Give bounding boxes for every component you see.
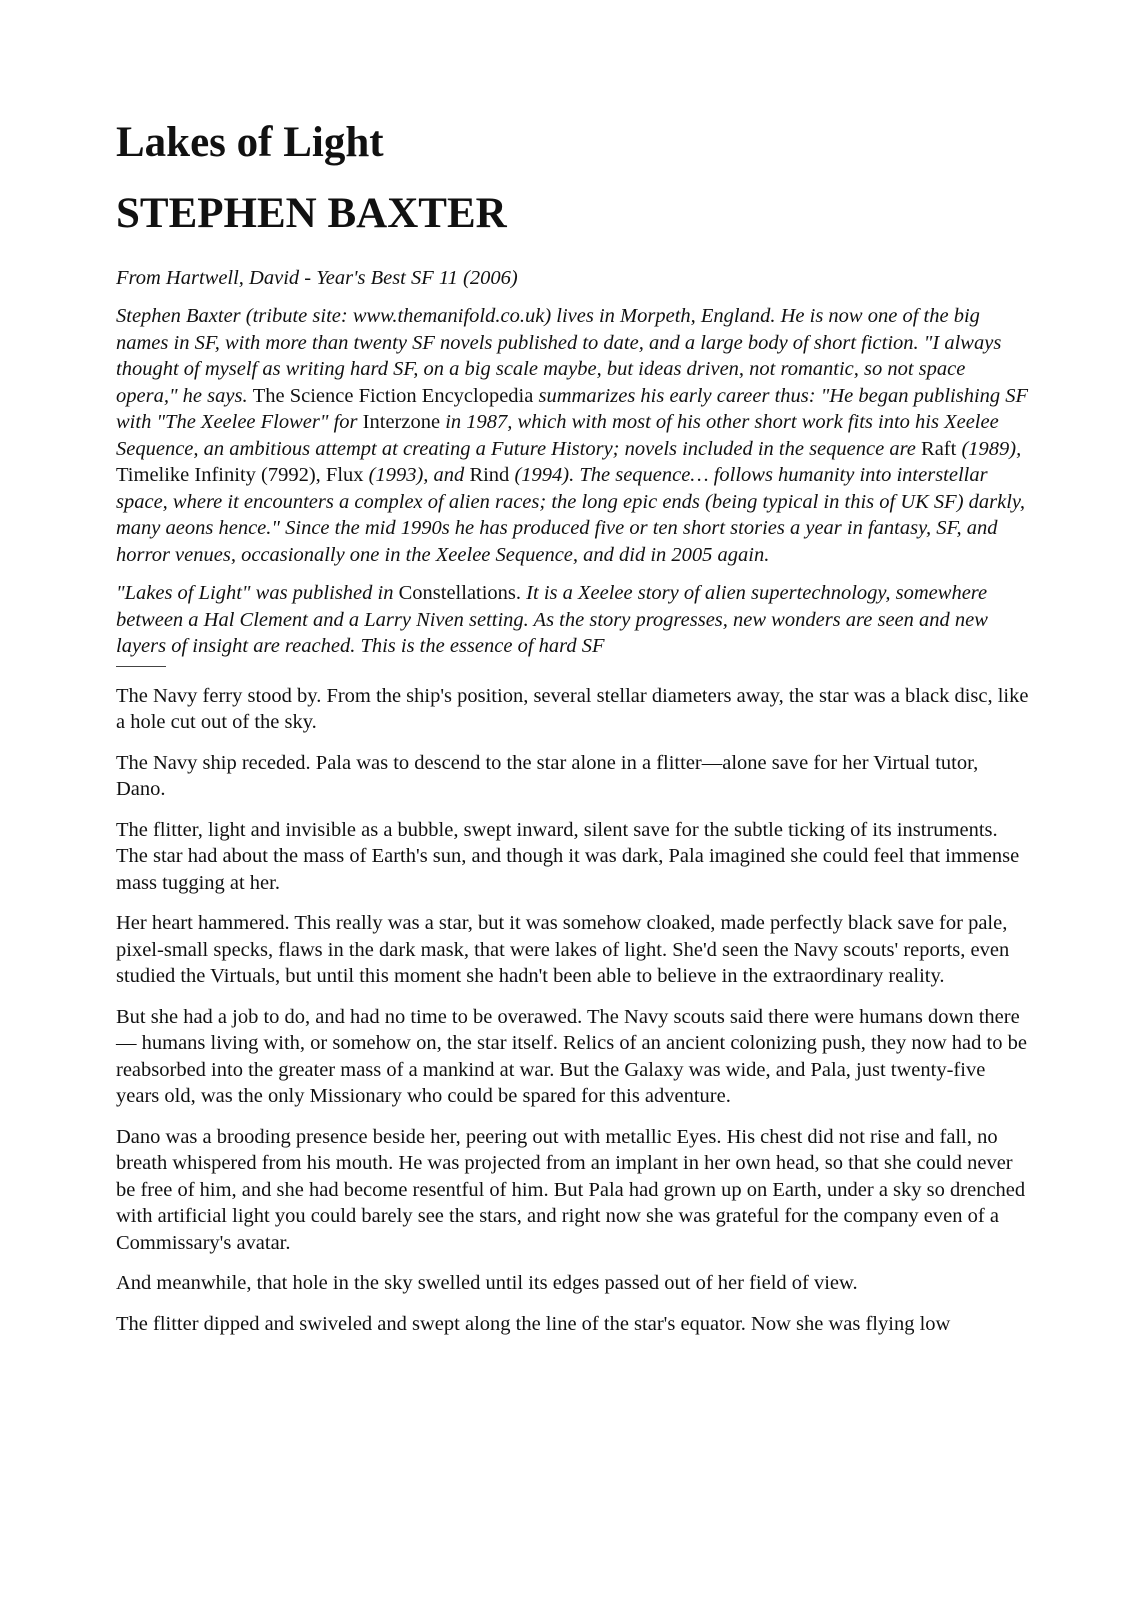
intro-text: It is a Xeelee story of alien supertechnology, somewhere between a Hal Clement and a Larry Niven setting. As the story progresses, new wonders are seen and new layers of insight are reached. This is the essence of hard SF xyxy=(116,582,988,658)
intro-text: (1989), xyxy=(956,437,1022,460)
intro-text: summarizes his early career thus: "He began publishing SF with "The Xeelee Flower" for xyxy=(116,384,1029,434)
intro-paragraph-1 xyxy=(116,303,1030,568)
intro-title-reference: The Science Fiction Encyclopedia xyxy=(252,384,534,407)
body-paragraph: The flitter dipped and swiveled and swept along the line of the star's equator. Now she was flying low xyxy=(116,1312,951,1335)
body-paragraph: The Navy ferry stood by. From the ship's position, several stellar diameters away, the star was a black disc, like a hole cut out of the sky. xyxy=(116,684,1029,734)
intro-text: in 1987, which with most of his other short work fits into his Xeelee Sequence, an ambitious attempt at creating a Future History; novels included in the sequence are xyxy=(116,411,999,460)
intro-title-reference: Rind xyxy=(469,464,510,487)
intro-title-reference: Raft xyxy=(921,437,957,460)
body-paragraph: The flitter, light and invisible as a bubble, swept inward, silent save for the subtle ticking of its instruments. The star had about the mass of Earth's sun, and though it was dark, Pala imagined she could feel that immense mass tugging at her. xyxy=(116,818,1020,894)
intro-text: "Lakes of Light" was published in xyxy=(116,582,399,605)
story-body xyxy=(116,683,1030,1338)
intro-text: (1993), and xyxy=(363,464,470,487)
source-line: From Hartwell, David - Year's Best SF 11 (2006) xyxy=(116,266,518,289)
author-name: STEPHEN BAXTER xyxy=(116,190,507,238)
intro-text: (1994). The sequence… follows humanity into interstellar space, where it encounters a complex of alien races; the long epic ends (being typical in this of UK SF) darkly, many aeons hence." Since the mid 1990s he has produced five or ten short stories a year in fantasy, SF, and horror venues, occasionally one in the Xeelee Sequence, and did in 2005 again. xyxy=(116,464,1026,566)
intro-title-reference: Interzone xyxy=(362,411,441,434)
body-paragraph: Her heart hammered. This really was a star, but it was somehow cloaked, made perfectly black save for pale, pixel-small specks, flaws in the dark mask, that were lakes of light. She'd seen the Navy scouts' reports, even studied the Virtuals, but until this moment she hadn't been able to believe in the extraordinary reality. xyxy=(116,912,1010,988)
body-paragraph: But she had a job to do, and had no time to be overawed. The Navy scouts said there were humans down there— humans living with, or somehow on, the star itself. Relics of an ancient colonizing push, they now had to be reabsorbed into the greater mass of a mankind at war. But the Galaxy was wide, and Pala, just twenty-five years old, was the only Missionary who could be spared for this adventure. xyxy=(116,1005,1027,1108)
intro-title-reference: Timelike Infinity (7992), Flux xyxy=(116,464,364,487)
intro-paragraph-2 xyxy=(116,580,1030,660)
body-paragraph: The Navy ship receded. Pala was to descend to the star alone in a flitter—alone save for her Virtual tutor, Dano. xyxy=(116,751,979,801)
body-paragraph: And meanwhile, that hole in the sky swelled until its edges passed out of her field of view. xyxy=(116,1272,858,1295)
body-paragraph: Dano was a brooding presence beside her, peering out with metallic Eyes. His chest did not rise and fall, no breath whispered from his mouth. He was projected from an implant in her own head, so that she could never be free of him, and she had become resentful of him. But Pala had grown up on Earth, under a sky so drenched with artificial light you could barely see the stars, and right now she was grateful for the company even of a Commissary's avatar. xyxy=(116,1125,1026,1254)
section-divider xyxy=(116,666,166,667)
intro-title-reference: Constellations. xyxy=(398,582,522,605)
story-title: Lakes of Light xyxy=(116,119,384,166)
intro-text: Stephen Baxter (tribute site: www.themanifold.co.uk) lives in Morpeth, England. He is now one of the big names in SF, with more than twenty SF novels published to date, and a large body of short fiction. "I always thought of myself as writing hard SF, on a big scale maybe, but ideas driven, not romantic, so not space opera," he says. xyxy=(116,305,1002,407)
